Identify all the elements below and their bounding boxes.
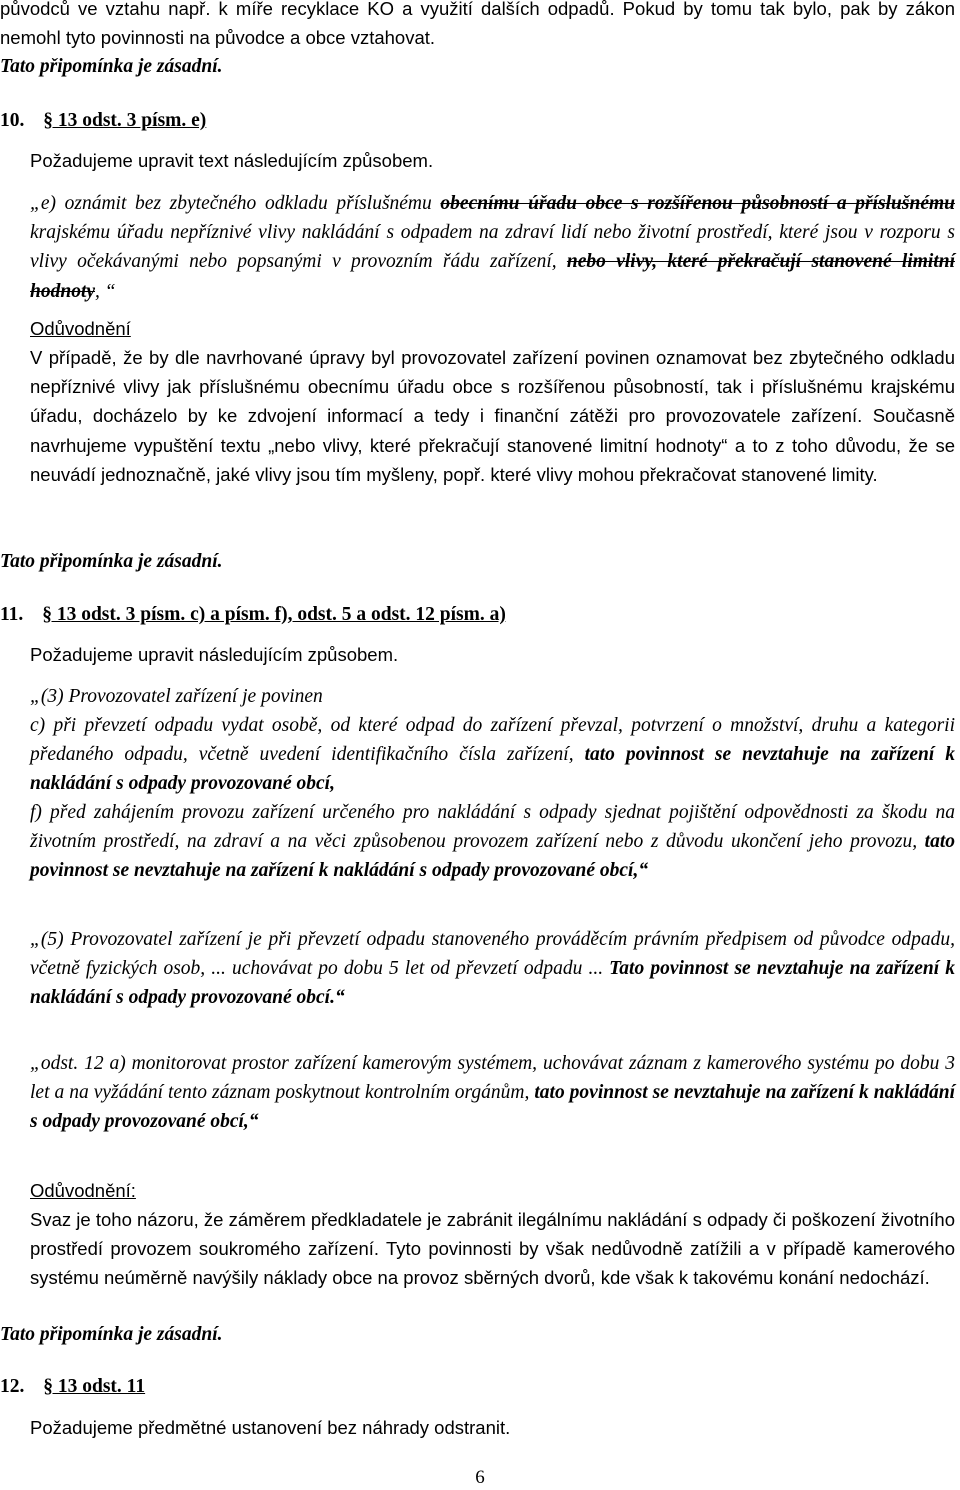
paragraph-5 (30, 925, 955, 1013)
paragraph-3-intro: „(3) Provozovatel zařízení je povinen (30, 686, 323, 707)
justification-text-1: V případě, že by dle navrhované úpravy byl provozovatel zařízení povinen oznamovat bez zbytečného odkladu nepříznivé vlivy jak příslušnému obecnímu úřadu obce s rozšířenou působností, tak i příslušnému krajskému úřadu, docházelo by ke zdvojení informací a tedy i finanční zátěži pro provozovatele zařízení. Současně navrhujeme vypuštění textu „nebo vlivy, které překračují stanovené limitní hodnoty“ a to z toho důvodu, že se neuvádí jednoznačně, jaké vlivy jsou tím myšleny, popř. které vlivy mohou překračovat stanovené limity. (30, 347, 955, 485)
paragraph-5-bold: Tato povinnost se nevztahuje na zařízení k nakládání s odpady provozované obcí.“ (30, 958, 955, 1009)
letter-f-paragraph (30, 798, 955, 886)
letter-e-deleted-2: nebo vlivy, které překračují stanovené limitní hodnoty (30, 251, 955, 302)
section-12-heading (0, 1376, 145, 1398)
paragraph-12-part-a: „odst. 12 a) monitorovat prostor zařízení kamerovým systémem, uchovávat záznam z kamerového systému po dobu 3 let a na vyžádání tento záznam poskytnout kontrolním orgánům, (30, 1053, 955, 1104)
proposed-letter-e (30, 189, 955, 306)
paragraph-12 (30, 1049, 955, 1137)
letter-f-part-a: f) před zahájením provozu zařízení určeného pro nakládání s odpady sjednat pojištění odpovědnosti za škodu na životním prostředí, na zdraví a na věci způsobenou provozem zařízení nebo z důvodu ukončení jeho provozu, (30, 802, 955, 853)
section-12-number: 12. (0, 1376, 25, 1397)
paragraph-5-part-a: „(5) Provozovatel zařízení je při převzetí odpadu stanoveného prováděcím právním předpisem od původce odpadu, včetně fyzických osob, ... uchovávat po dobu 5 let od převzetí odpadu ... (30, 929, 955, 980)
section-11-reference: § 13 odst. 3 písm. c) a písm. f), odst. 5 a odst. 12 písm. a) (42, 604, 506, 625)
letter-c-bold: tato povinnost se nevztahuje na zařízení k nakládání s odpady provozované obcí, (30, 744, 955, 795)
letter-e-part-c: krajskému úřadu nepříznivé vlivy nakládání s odpadem na zdraví lidí nebo životní prostředí, které jsou v rozporu s vlivy očekávanými nebo popsanými v provozním řádu zařízení, (30, 222, 955, 273)
section-12-reference: § 13 odst. 11 (43, 1376, 146, 1397)
letter-e-part-e: , “ (95, 280, 116, 302)
letter-c-paragraph (30, 711, 955, 799)
justification-text-2: Svaz je toho názoru, že záměrem předkladatele je zabránit ilegálnímu nakládání s odpady či poškození životního prostředí provozem soukromého zařízení. Tyto povinnosti by však nedůvodně zatížili a v případě kamerového systému neúměrně navýšily náklady obce na provoz sběrných dvorů, kde však k takovému konání nedochází. (30, 1209, 955, 1289)
section-10-reference: § 13 odst. 3 písm. e) (43, 110, 207, 131)
justification-heading-1: Odůvodnění (30, 318, 131, 339)
letter-c-part-a: c) při převzetí odpadu vydat osobě, od které odpad do zařízení převzal, potvrzení o množství, druhu a kategorii předaného odpadu, včetně uvedení identifikačního čísla zařízení, (30, 715, 955, 766)
paragraph-12-bold: tato povinnost se nevztahuje na zařízení k nakládání s odpady provozované obcí,“ (30, 1082, 956, 1133)
letter-e-deleted-1: obecnímu úřadu obce s rozšířenou působností a příslušnému (440, 193, 955, 214)
principal-remark-1: Tato připomínka je zásadní. (0, 56, 223, 77)
page-number: 6 (475, 1467, 485, 1488)
justification-heading-2: Odůvodnění: (30, 1180, 136, 1201)
letter-e-part-a: „e) oznámit bez zbytečného odkladu příslušnému (30, 193, 441, 214)
section-11-heading (0, 604, 506, 626)
intro-paragraph: původců ve vztahu např. k míře recyklace KO a využití dalších odpadů. Pokud by tomu tak bylo, pak by zákon nemohl tyto povinnosti na původce a obce vztahovat. (0, 0, 955, 49)
principal-remark-3: Tato připomínka je zásadní. (0, 1324, 223, 1345)
section-10-heading (0, 110, 206, 132)
letter-f-bold: tato povinnost se nevztahuje na zařízení k nakládání s odpady provozované obcí,“ (30, 831, 955, 882)
request-text-3: Požadujeme předmětné ustanovení bez náhrady odstranit. (30, 1417, 511, 1438)
principal-remark-2: Tato připomínka je zásadní. (0, 551, 223, 572)
section-10-number: 10. (0, 110, 25, 131)
request-text-2: Požadujeme upravit následujícím způsobem. (30, 644, 399, 665)
section-11-number: 11. (0, 604, 24, 625)
request-text-1: Požadujeme upravit text následujícím způsobem. (30, 150, 434, 171)
